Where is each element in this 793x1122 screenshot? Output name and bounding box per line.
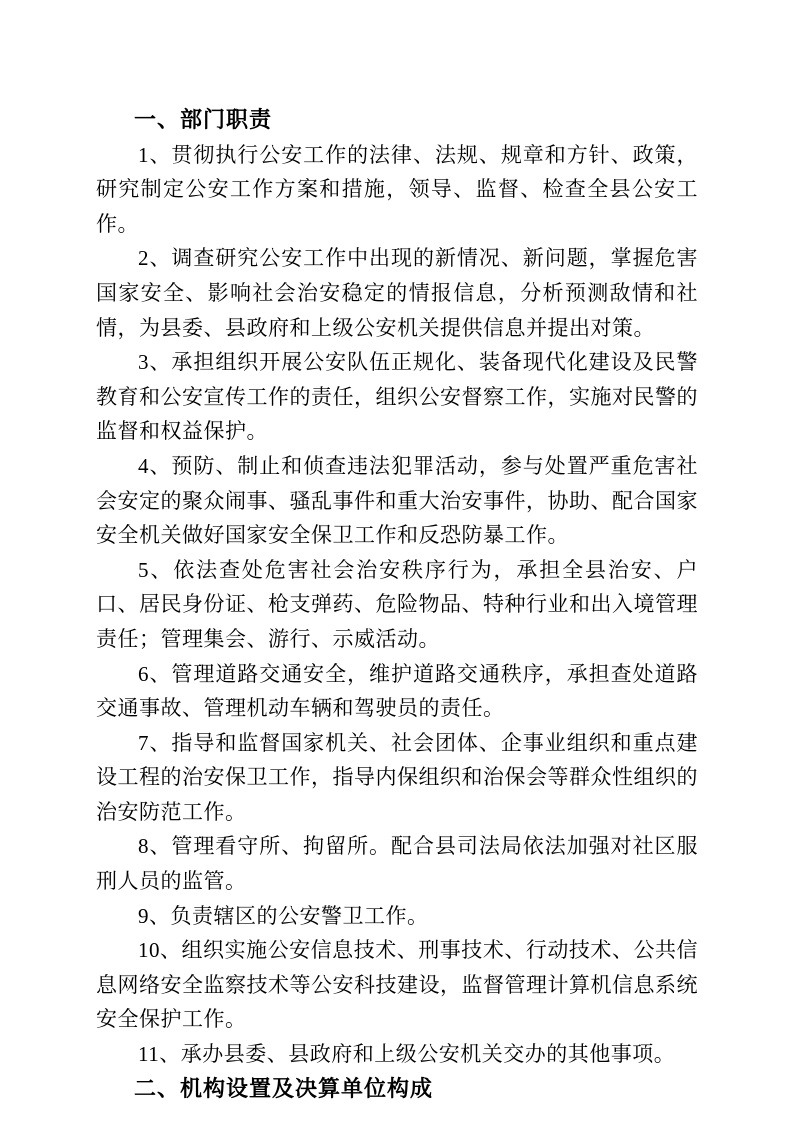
duty-item-3: 3、承担组织开展公安队伍正规化、装备现代化建设及民警教育和公安宣传工作的责任，组织公安督察工作，实施对民警的监督和权益保护。 xyxy=(96,350,698,444)
duty-item-1: 1、贯彻执行公安工作的法律、法规、规章和方针、政策，研究制定公安工作方案和措施，领导、监督、检查全县公安工作。 xyxy=(96,142,698,236)
section-heading-organization: 二、机构设置及决算单位构成 xyxy=(134,1075,434,1101)
section-heading-duties: 一、部门职责 xyxy=(134,107,273,132)
document-content xyxy=(96,103,698,1106)
duty-item-10: 10、组织实施公安信息技术、刑事技术、行动技术、公共信息网络安全监察技术等公安科技建设，监督管理计算机信息系统安全保护工作。 xyxy=(96,938,698,1032)
duty-item-7: 7、指导和监督国家机关、社会团体、企事业组织和重点建设工程的治安保卫工作，指导内保组织和治保会等群众性组织的治安防范工作。 xyxy=(96,730,698,824)
duty-item-6: 6、管理道路交通安全，维护道路交通秩序，承担查处道路交通事故、管理机动车辆和驾驶员的责任。 xyxy=(96,661,698,721)
duty-item-11: 11、承办县委、县政府和上级公安机关交办的其他事项。 xyxy=(138,1042,676,1067)
duty-item-9: 9、负责辖区的公安警卫工作。 xyxy=(138,903,429,928)
duty-item-5: 5、依法查处危害社会治安秩序行为，承担全县治安、户口、居民身份证、枪支弹药、危险物品、特种行业和出入境管理责任；管理集会、游行、示威活动。 xyxy=(96,557,698,651)
duty-item-2: 2、调查研究公安工作中出现的新情况、新问题，掌握危害国家安全、影响社会治安稳定的情报信息，分析预测敌情和社情，为县委、县政府和上级公安机关提供信息并提出对策。 xyxy=(96,246,698,340)
duty-item-4: 4、预防、制止和侦查违法犯罪活动，参与处置严重危害社会安定的聚众闹事、骚乱事件和重大治安事件，协助、配合国家安全机关做好国家安全保卫工作和反恐防暴工作。 xyxy=(96,453,698,548)
duty-item-8: 8、管理看守所、拘留所。配合县司法局依法加强对社区服刑人员的监管。 xyxy=(96,834,698,894)
